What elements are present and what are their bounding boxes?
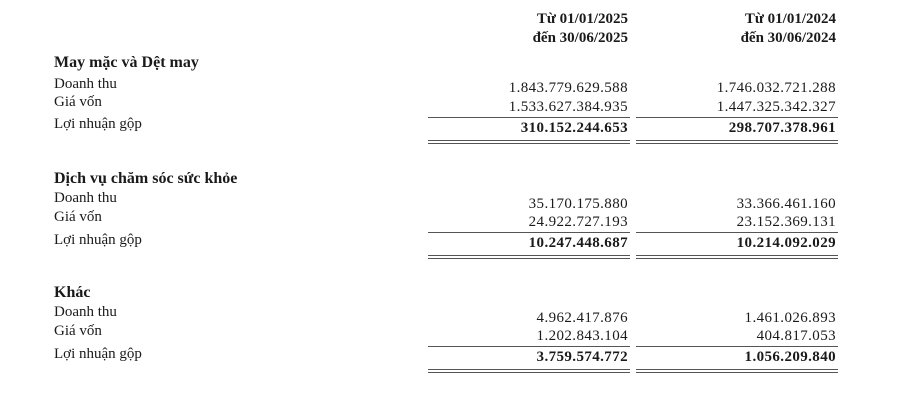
total-double-rule <box>636 369 838 373</box>
row-label-cost: Giá vốn <box>54 323 102 339</box>
revenue-2024: 1.746.032.721.288 <box>716 80 836 96</box>
revenue-2024: 1.461.026.893 <box>744 310 836 326</box>
subtotal-rule <box>636 117 838 118</box>
section-title: May mặc và Dệt may <box>54 54 199 71</box>
total-double-rule <box>428 255 630 259</box>
gross-profit-2024: 1.056.209.840 <box>744 349 836 365</box>
gross-profit-2025: 10.247.448.687 <box>528 235 628 251</box>
row-label-revenue: Doanh thu <box>54 76 117 92</box>
subtotal-rule <box>428 232 630 233</box>
row-label-gross-profit: Lợi nhuận gộp <box>54 232 142 248</box>
revenue-2024: 33.366.461.160 <box>736 196 836 212</box>
section-title: Dịch vụ chăm sóc sức khỏe <box>54 170 238 187</box>
row-label-revenue: Doanh thu <box>54 190 117 206</box>
cost-2024: 1.447.325.342.327 <box>716 99 836 115</box>
column-header-2025-to: đến 30/06/2025 <box>532 30 628 46</box>
column-header-2024-from: Từ 01/01/2024 <box>744 11 836 27</box>
cost-2024: 404.817.053 <box>756 328 836 344</box>
gross-profit-2024: 10.214.092.029 <box>736 235 836 251</box>
total-double-rule <box>636 140 838 144</box>
section-title: Khác <box>54 284 91 301</box>
column-header-2024 <box>636 10 836 48</box>
revenue-2025: 4.962.417.876 <box>536 310 628 326</box>
revenue-2025: 1.843.779.629.588 <box>508 80 628 96</box>
row-label-gross-profit: Lợi nhuận gộp <box>54 346 142 362</box>
cost-2025: 1.202.843.104 <box>536 328 628 344</box>
gross-profit-2025: 310.152.244.653 <box>520 120 628 136</box>
total-double-rule <box>428 369 630 373</box>
subtotal-rule <box>428 117 630 118</box>
column-header-2025-from: Từ 01/01/2025 <box>536 11 628 27</box>
section-healthcare <box>0 170 900 290</box>
subtotal-rule <box>636 346 838 347</box>
revenue-2025: 35.170.175.880 <box>528 196 628 212</box>
row-label-cost: Giá vốn <box>54 209 102 225</box>
section-other <box>0 284 900 404</box>
gross-profit-2025: 3.759.574.772 <box>536 349 628 365</box>
row-label-cost: Giá vốn <box>54 94 102 110</box>
subtotal-rule <box>428 346 630 347</box>
total-double-rule <box>428 140 630 144</box>
gross-profit-2024: 298.707.378.961 <box>728 120 836 136</box>
section-garment-textile <box>0 54 900 174</box>
cost-2025: 1.533.627.384.935 <box>508 99 628 115</box>
row-label-gross-profit: Lợi nhuận gộp <box>54 116 142 132</box>
column-header-2025 <box>428 10 628 48</box>
column-header-2024-to: đến 30/06/2024 <box>740 30 836 46</box>
total-double-rule <box>636 255 838 259</box>
cost-2024: 23.152.369.131 <box>736 214 836 230</box>
row-label-revenue: Doanh thu <box>54 304 117 320</box>
cost-2025: 24.922.727.193 <box>528 214 628 230</box>
subtotal-rule <box>636 232 838 233</box>
